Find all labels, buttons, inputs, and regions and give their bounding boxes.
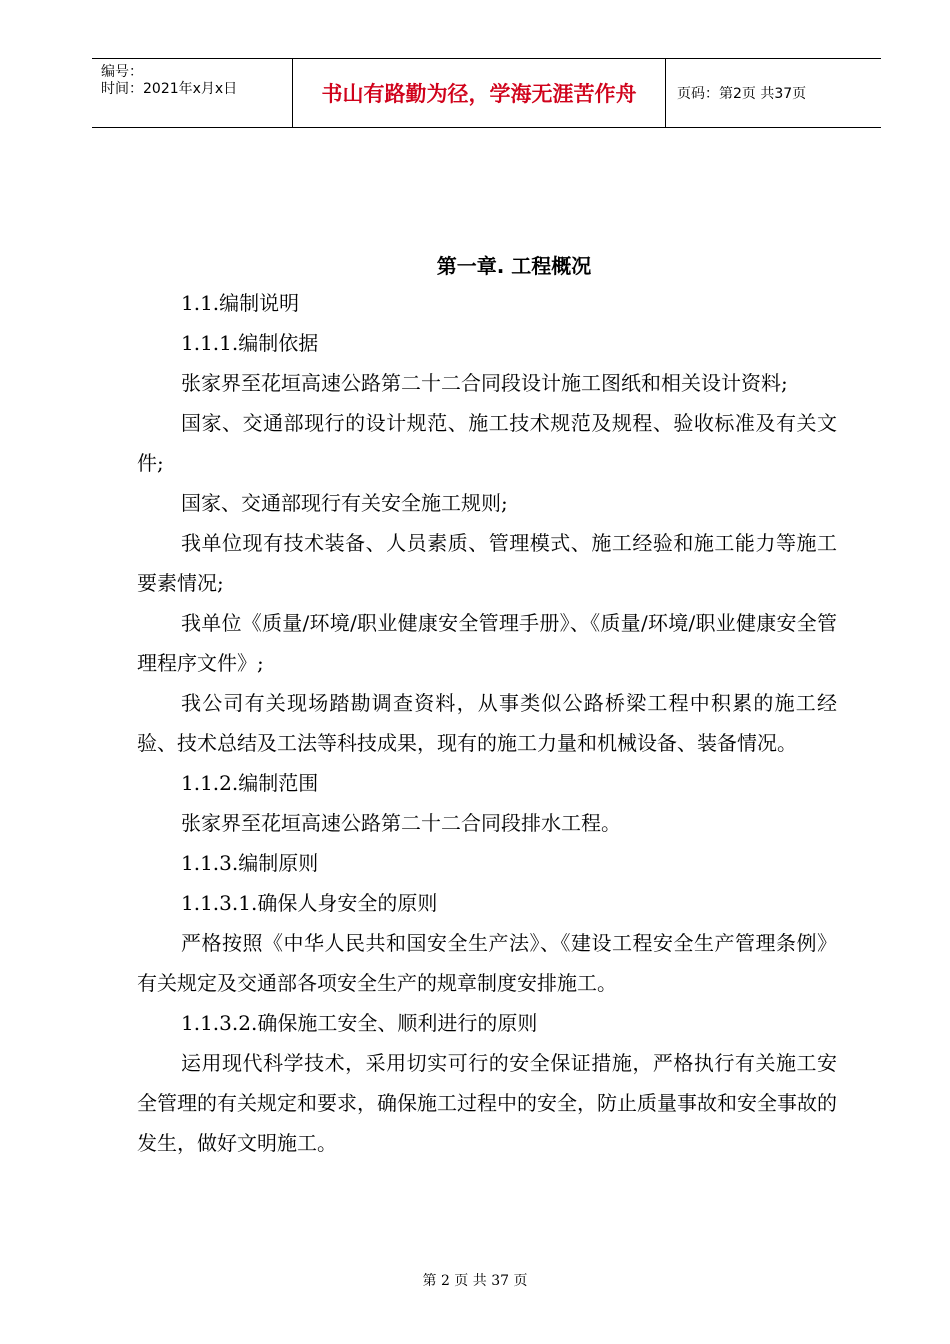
header-meta-cell bbox=[92, 59, 293, 127]
body-paragraph: 我公司有关现场踏勘调查资料，从事类似公路桥梁工程中积累的施工经验、技术总结及工法等科技成果，现有的施工力量和机械设备、装备情况。 bbox=[137, 691, 837, 755]
document-number-label: 编号： bbox=[101, 64, 143, 80]
body-paragraph: 我单位《质量/环境/职业健康安全管理手册》、《质量/环境/职业健康安全管理程序文件》; bbox=[137, 611, 837, 675]
section-heading: 1.1.3.编制原则 bbox=[181, 851, 319, 875]
section-heading: 1.1.3.1.确保人身安全的原则 bbox=[181, 891, 438, 915]
page-footer: 第 2 页 共 37 页 bbox=[422, 1273, 528, 1289]
section-heading: 1.1.1.编制依据 bbox=[181, 331, 319, 355]
body-paragraph: 运用现代科学技术，采用切实可行的安全保证措施，严格执行有关施工安全管理的有关规定和要求，确保施工过程中的安全，防止质量事故和安全事故的发生，做好文明施工。 bbox=[137, 1051, 837, 1155]
page-header bbox=[92, 58, 881, 128]
section-heading: 1.1.2.编制范围 bbox=[181, 771, 319, 795]
header-motto: 书山有路勤为径，学海无涯苦作舟 bbox=[293, 59, 666, 127]
body-paragraph: 严格按照《中华人民共和国安全生产法》、《建设工程安全生产管理条例》有关规定及交通部各项安全生产的规章制度安排施工。 bbox=[137, 931, 837, 995]
chapter-title: 第一章. 工程概况 bbox=[436, 254, 592, 278]
section-heading: 1.1.编制说明 bbox=[181, 291, 300, 315]
body-paragraph: 张家界至花垣高速公路第二十二合同段设计施工图纸和相关设计资料; bbox=[181, 371, 788, 395]
header-page-info: 页码：第2页 共37页 bbox=[677, 86, 807, 102]
body-paragraph: 国家、交通部现行的设计规范、施工技术规范及规程、验收标准及有关文件; bbox=[137, 411, 837, 475]
section-heading: 1.1.3.2.确保施工安全、顺利进行的原则 bbox=[181, 1011, 538, 1035]
document-time-label: 时间：2021年x月x日 bbox=[101, 81, 238, 97]
document-body bbox=[137, 283, 837, 1163]
body-paragraph: 我单位现有技术装备、人员素质、管理模式、施工经验和施工能力等施工要素情况; bbox=[137, 531, 837, 595]
body-paragraph: 张家界至花垣高速公路第二十二合同段排水工程。 bbox=[181, 811, 621, 835]
body-paragraph: 国家、交通部现行有关安全施工规则; bbox=[181, 491, 508, 515]
